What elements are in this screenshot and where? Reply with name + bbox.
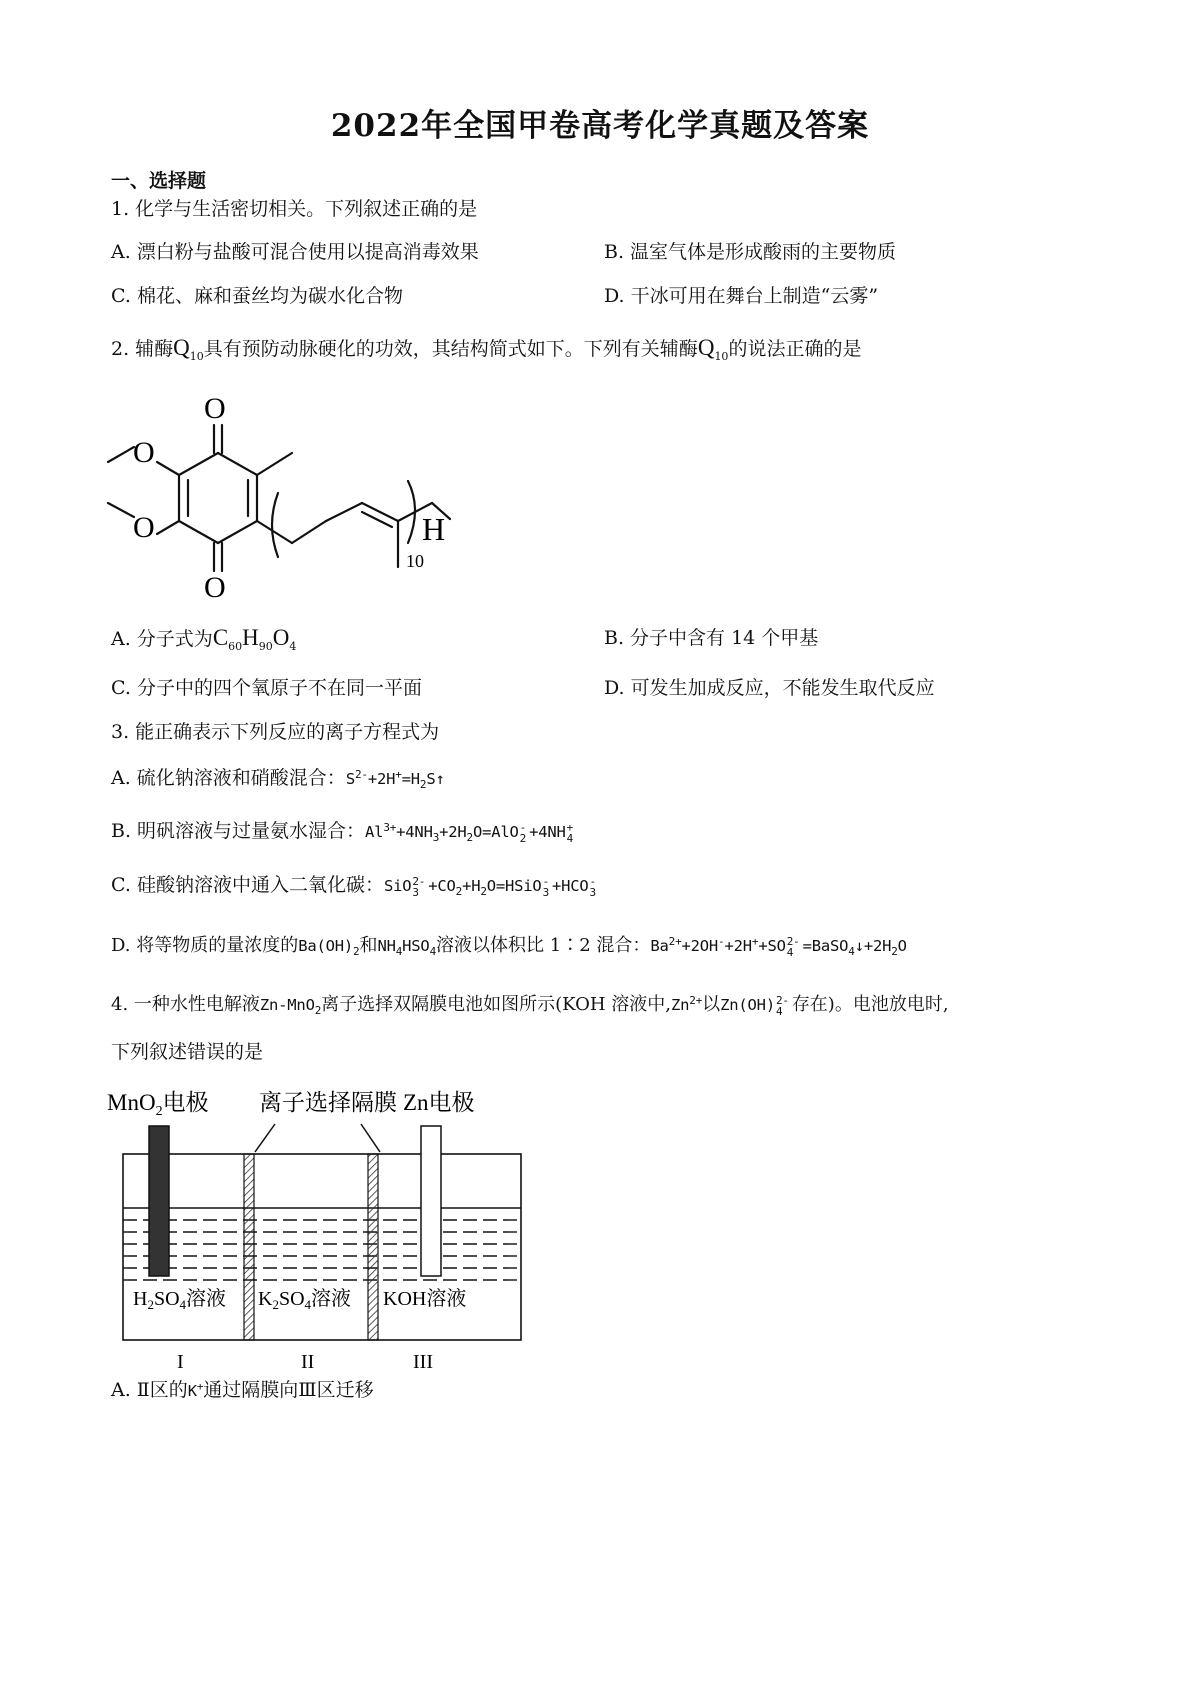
q2-option-b: B. 分子中含有 14 个甲基 — [604, 627, 819, 649]
solution-label-1: $H_2SO_4$溶液 — [133, 1288, 227, 1312]
section-heading: 一、选择题 — [111, 170, 207, 192]
structure-h: H — [422, 511, 446, 547]
q4-stem-line-2: 下列叙述错误的是 — [111, 1041, 264, 1063]
label-membrane: 离子选择隔膜 — [259, 1090, 397, 1115]
structure-o-methoxy-1: O — [133, 436, 155, 469]
page-title: 2022年全国甲卷高考化学真题及答案 — [330, 108, 870, 144]
q1-option-c: C. 棉花、麻和蚕丝均为碳水化合物 — [111, 285, 403, 307]
q2-option-d: D. 可发生加成反应，不能发生取代反应 — [604, 677, 935, 699]
zone-label-3: III — [413, 1351, 433, 1370]
q3-stem: 3. 能正确表示下列反应的离子方程式为 — [111, 721, 440, 743]
q4-stem-line-1: 4. 一种水性电解液Zn-MnO$_2$离子选择双隔膜电池如图所示(KOH 溶液中$,Zn^{2+}$以Zn(OH) 2- 4 存在)。电池放电时, — [111, 993, 949, 1018]
battery-diagram — [105, 1080, 535, 1370]
q3-option-c: C. 硅酸钠溶液中通入二氧化碳：SiO 2- 3 $+CO_2+H_2O=HSiO$ - 3 +HCO - 3 — [111, 874, 596, 899]
label-zn-electrode: Zn电极 — [403, 1090, 475, 1115]
q1-option-b: B. 温室气体是形成酸雨的主要物质 — [604, 241, 897, 263]
q1-stem: 1. 化学与生活密切相关。下列叙述正确的是 — [111, 198, 478, 220]
q2-stem: 2. 辅酶$Q_{10}$具有预防动脉硬化的功效，其结构简式如下。下列有关辅酶$Q_{10}$的说法正确的是 — [111, 335, 862, 363]
q1-option-a: A. 漂白粉与盐酸可混合使用以提高消毒效果 — [111, 241, 479, 263]
structure-o-top: O — [204, 392, 226, 425]
coenzyme-q10-structure — [100, 385, 520, 645]
q3-option-a: A. 硫化钠溶液和硝酸混合：$S^{2-}+2H^+=H_2S↑$ — [111, 767, 445, 792]
label-mno2-electrode: MnO$_2$电极 — [107, 1090, 209, 1119]
q3-option-b: B. 明矾溶液与过量氨水湿合：$Al^{3+}+4NH_3+2H_2O=AlO$ - 2 +4NH + 4 — [111, 820, 574, 845]
solution-label-3: KOH溶液 — [383, 1288, 467, 1310]
q3-option-d: D. 将等物质的量浓度的$Ba(OH)_2$和$NH_4HSO_4$溶液以体积比 1∶2 混合：$Ba^{2+}+2OH^-+2H^++SO$ 2- 4 $=BaSO_4↓+2H_2O$ — [111, 934, 907, 959]
structure-o-bottom: O — [204, 571, 226, 604]
q4-option-a: A. Ⅱ区的K+通过隔膜向Ⅲ区迁移 — [111, 1379, 374, 1402]
structure-repeat-count: 10 — [406, 551, 424, 571]
zone-label-1: I — [177, 1351, 184, 1370]
q1-option-d: D. 干冰可用在舞台上制造“云雾” — [604, 285, 879, 307]
q2-option-a: A. 分子式为$C_{60}H_{90}O_4$ — [111, 625, 297, 653]
zone-label-2: II — [301, 1351, 315, 1370]
structure-o-methoxy-2: O — [133, 511, 155, 544]
solution-label-2: $K_2SO_4$溶液 — [258, 1288, 352, 1312]
q2-option-c: C. 分子中的四个氧原子不在同一平面 — [111, 677, 422, 699]
